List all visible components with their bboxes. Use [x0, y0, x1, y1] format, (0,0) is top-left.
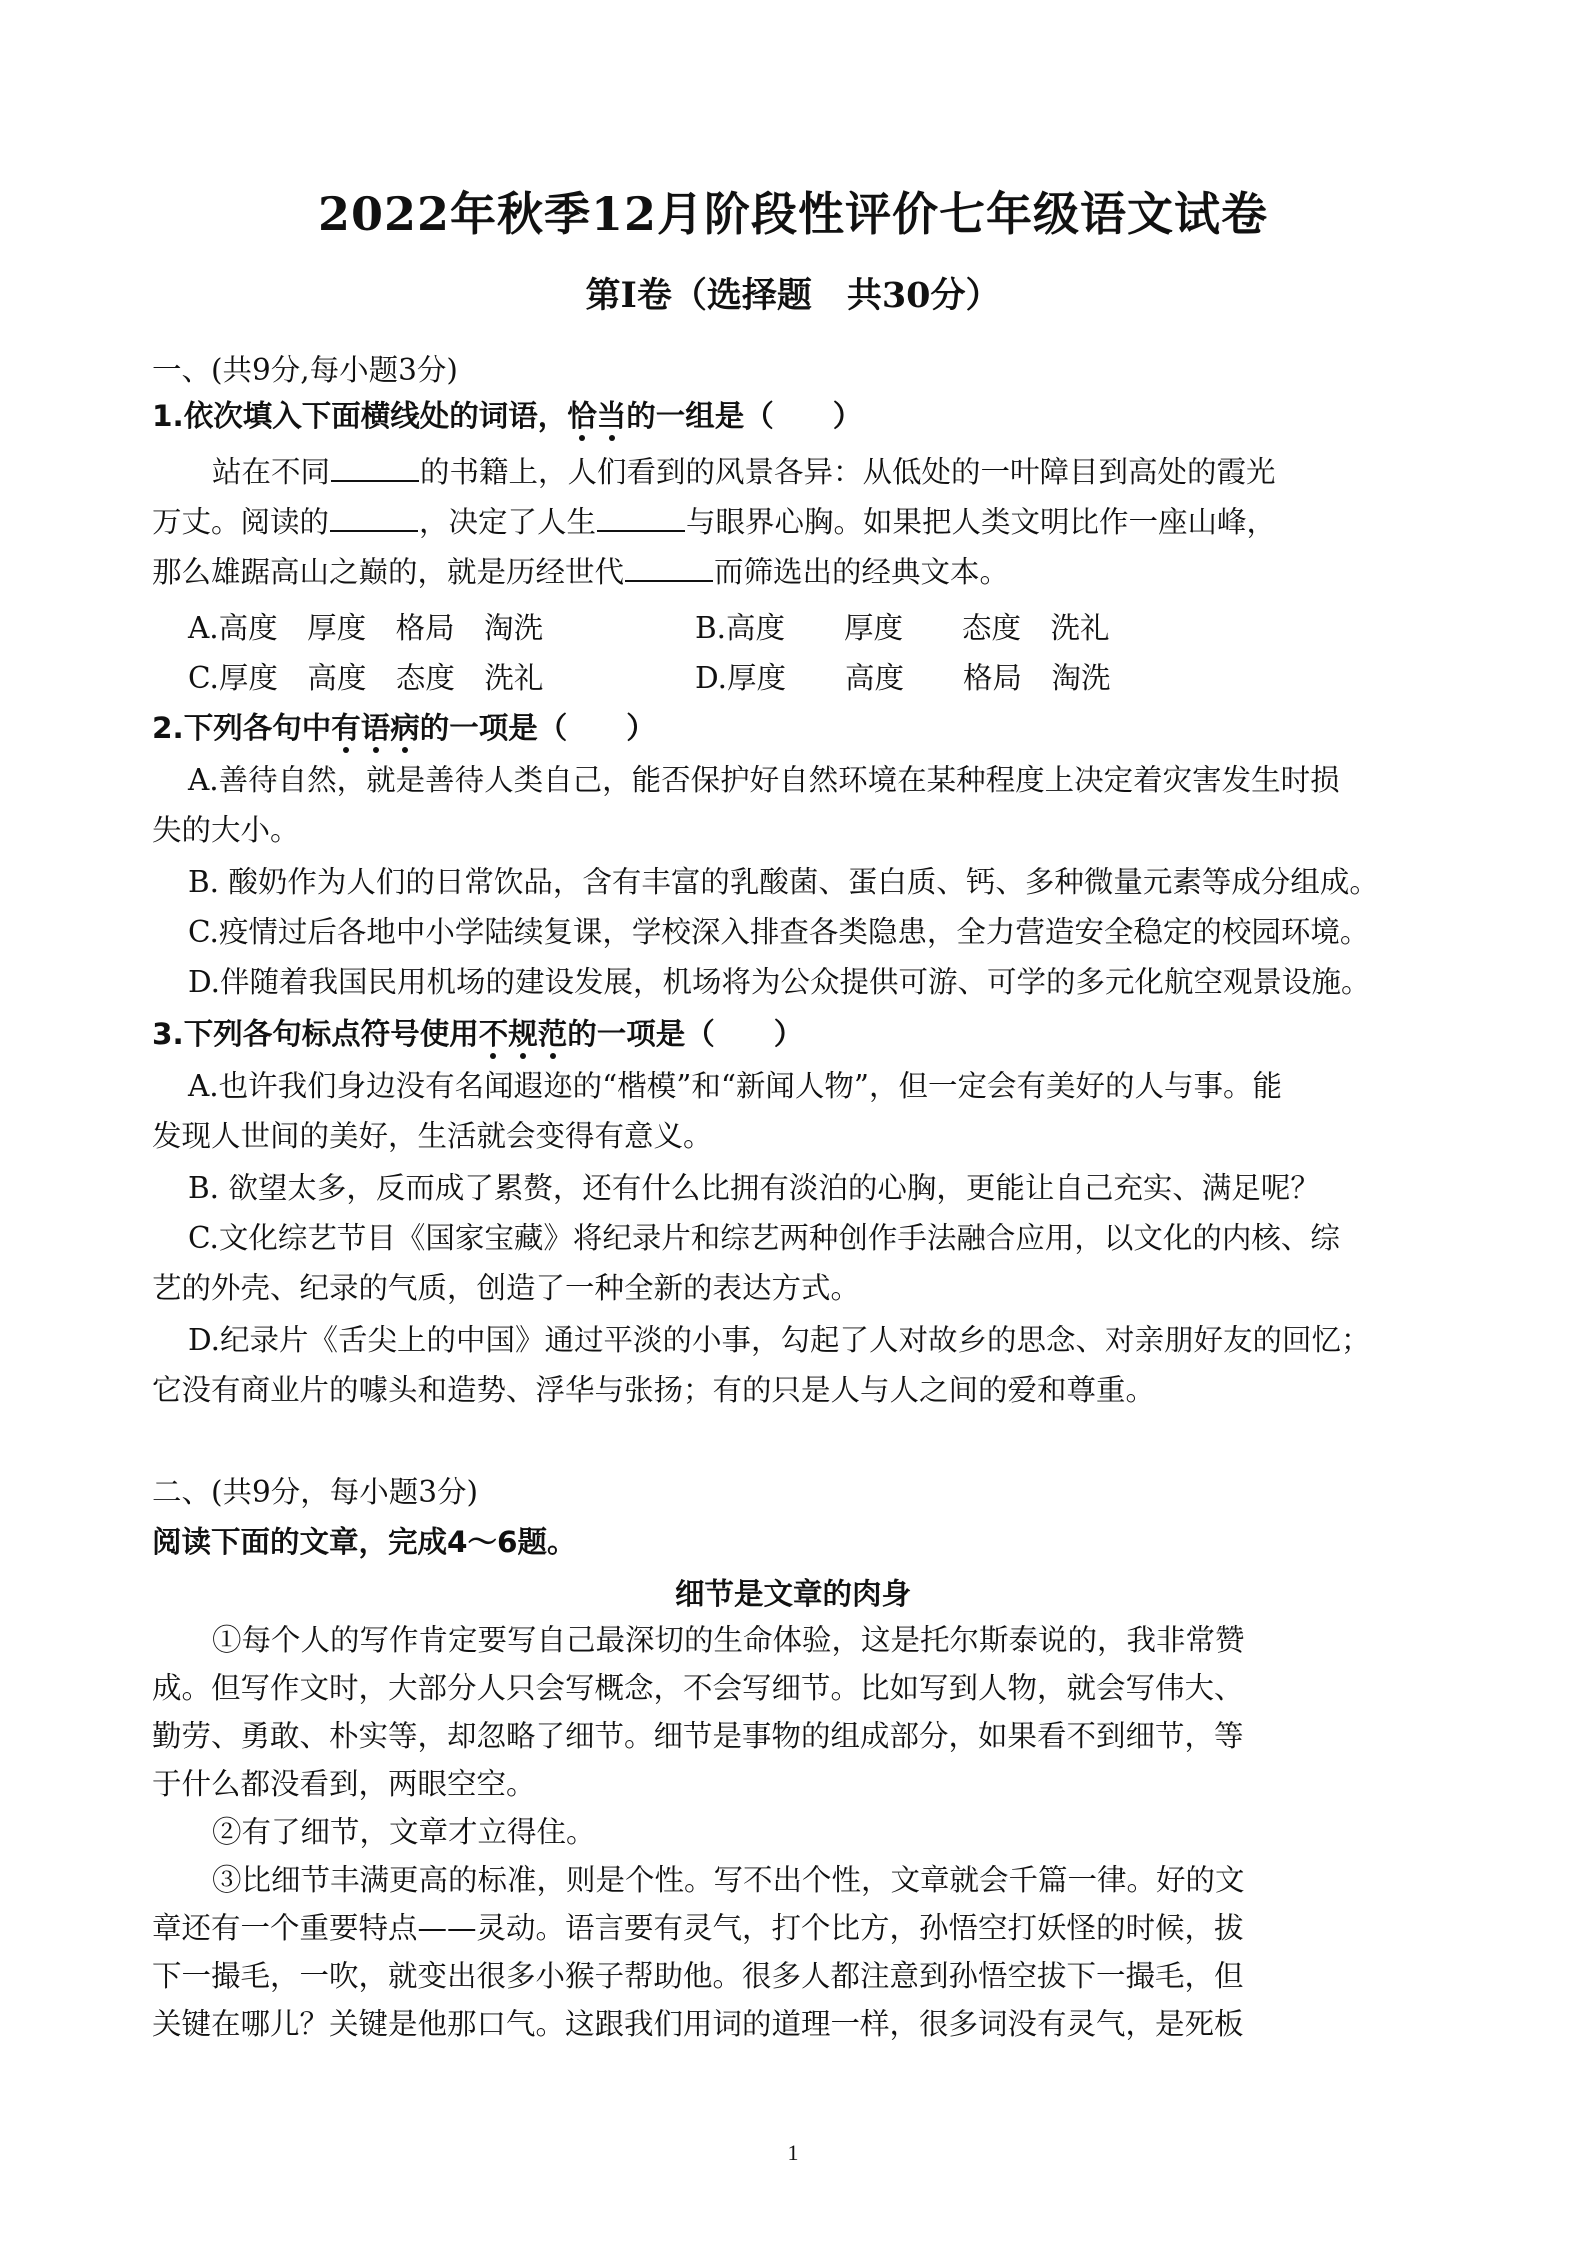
page-number: 1 [787, 2140, 799, 2165]
article-line: ②有了细节，文章才立得住。 [212, 1815, 596, 1849]
passage-text: 与眼界心胸。如果把人类文明比作一座山峰， [686, 505, 1277, 539]
q1-passage-line [152, 502, 1442, 542]
q3-option-a-cont: 发现人世间的美好，生活就会变得有意义。 [152, 1119, 713, 1153]
fill-blank [597, 504, 685, 532]
q1-option-c: C.厚度 高度 态度 洗礼 [188, 661, 544, 695]
emphasis-dot: 不 [478, 1017, 509, 1051]
article-line: 章还有一个重要特点——灵动。语言要有灵气，打个比方，孙悟空打妖怪的时候，拔 [152, 1911, 1244, 1945]
q1-stem-text: 1.依次填入下面横线处的词语， [152, 399, 568, 433]
emphasis-dot: 恰 [567, 399, 597, 433]
q3-option-d: D.纪录片《舌尖上的中国》通过平淡的小事，勾起了人对故乡的思念、对亲朋好友的回忆； [188, 1323, 1371, 1357]
q2-stem-tail: 的一项是（ ） [419, 711, 656, 745]
emphasis-dot: 规 [508, 1017, 538, 1051]
passage-text: 那么雄踞高山之巅的，就是历经世代 [152, 555, 625, 589]
emphasis-dot: 范 [537, 1017, 568, 1051]
emphasis-dot: 有 [331, 711, 361, 745]
article-line: 勤劳、勇敢、朴实等，却忽略了细节。细节是事物的组成部分，如果看不到细节，等 [152, 1719, 1244, 1753]
article-line: 关键在哪儿？关键是他那口气。这跟我们用词的道理一样，很多词没有灵气，是死板 [152, 2007, 1244, 2041]
q1-option-a: A.高度 厚度 格局 淘洗 [188, 611, 544, 645]
passage-text: 站在不同 [212, 455, 331, 489]
q3-stem-tail: 的一项是（ ） [567, 1017, 804, 1051]
q3-option-c: C.文化综艺节目《国家宝藏》将纪录片和综艺两种创作手法融合应用，以文化的内核、综 [188, 1221, 1340, 1255]
page-subtitle: 第Ⅰ卷（选择题 共30分） [585, 275, 1001, 316]
q1-stem [152, 396, 1442, 436]
passage-text: 的书籍上，人们看到的风景各异：从低处的一叶障目到高处的霞光 [420, 455, 1276, 489]
article-line: 下一撮毛，一吹，就变出很多小猴子帮助他。很多人都注意到孙悟空拔下一撮毛，但 [152, 1959, 1244, 1993]
q3-stem-text: 3.下列各句标点符号使用 [152, 1017, 479, 1051]
passage-text: 万丈。阅读的 [152, 505, 330, 539]
fill-blank [625, 554, 713, 582]
q2-option-a: A.善待自然，就是善待人类自己，能否保护好自然环境在某种程度上决定着灾害发生时损 [188, 763, 1340, 797]
emphasis-dot: 病 [390, 711, 420, 745]
fill-blank [330, 504, 418, 532]
article-line: 于什么都没看到，两眼空空。 [152, 1767, 536, 1801]
page-title: 2022年秋季12月阶段性评价七年级语文试卷 [317, 187, 1269, 241]
q1-passage-line [152, 552, 1442, 592]
section2-instruction: 阅读下面的文章，完成4～6题。 [152, 1525, 577, 1559]
article-line: ③比细节丰满更高的标准，则是个性。写不出个性，文章就会千篇一律。好的文 [212, 1863, 1245, 1897]
q3-option-a: A.也许我们身边没有名闻遐迩的“楷模”和“新闻人物”，但一定会有美好的人与事。能 [188, 1069, 1283, 1103]
q1-option-d: D.厚度 高度 格局 淘洗 [695, 661, 1111, 695]
q2-option-b: B. 酸奶作为人们的日常饮品，含有丰富的乳酸菌、蛋白质、钙、多种微量元素等成分组成。 [188, 865, 1379, 899]
emphasis-dot: 当 [596, 399, 627, 433]
article-line: ①每个人的写作肯定要写自己最深切的生命体验，这是托尔斯泰说的，我非常赞 [212, 1623, 1245, 1657]
section1-header: 一、(共9分,每小题3分) [152, 353, 458, 387]
q1-passage-line [212, 452, 1442, 492]
emphasis-dot: 语 [360, 711, 391, 745]
q2-option-c: C.疫情过后各地中小学陆续复课，学校深入排查各类隐患，全力营造安全稳定的校园环境。 [188, 915, 1370, 949]
passage-text: ，决定了人生 [419, 505, 597, 539]
q3-option-b: B. 欲望太多，反而成了累赘，还有什么比拥有淡泊的心胸，更能让自己充实、满足呢？ [188, 1171, 1320, 1205]
q3-option-c-cont: 艺的外壳、纪录的气质，创造了一种全新的表达方式。 [152, 1271, 861, 1305]
section2-header: 二、(共9分，每小题3分) [152, 1475, 479, 1509]
q2-stem [152, 708, 1442, 748]
fill-blank [331, 454, 419, 482]
q2-option-d: D.伴随着我国民用机场的建设发展，机场将为公众提供可游、可学的多元化航空观景设施。 [188, 965, 1371, 999]
article-title: 细节是文章的肉身 [674, 1577, 911, 1611]
q1-stem-tail: 的一组是（ ） [626, 399, 863, 433]
q2-stem-text: 2.下列各句中 [152, 711, 332, 745]
q3-option-d-cont: 它没有商业片的噱头和造势、浮华与张扬；有的只是人与人之间的爱和尊重。 [152, 1373, 1156, 1407]
article-line: 成。但写作文时，大部分人只会写概念，不会写细节。比如写到人物，就会写伟大、 [152, 1671, 1244, 1705]
passage-text: 而筛选出的经典文本。 [714, 555, 1010, 589]
q2-option-a-cont: 失的大小。 [152, 813, 300, 847]
q1-option-b: B.高度 厚度 态度 洗礼 [695, 611, 1110, 645]
q3-stem [152, 1014, 1442, 1054]
